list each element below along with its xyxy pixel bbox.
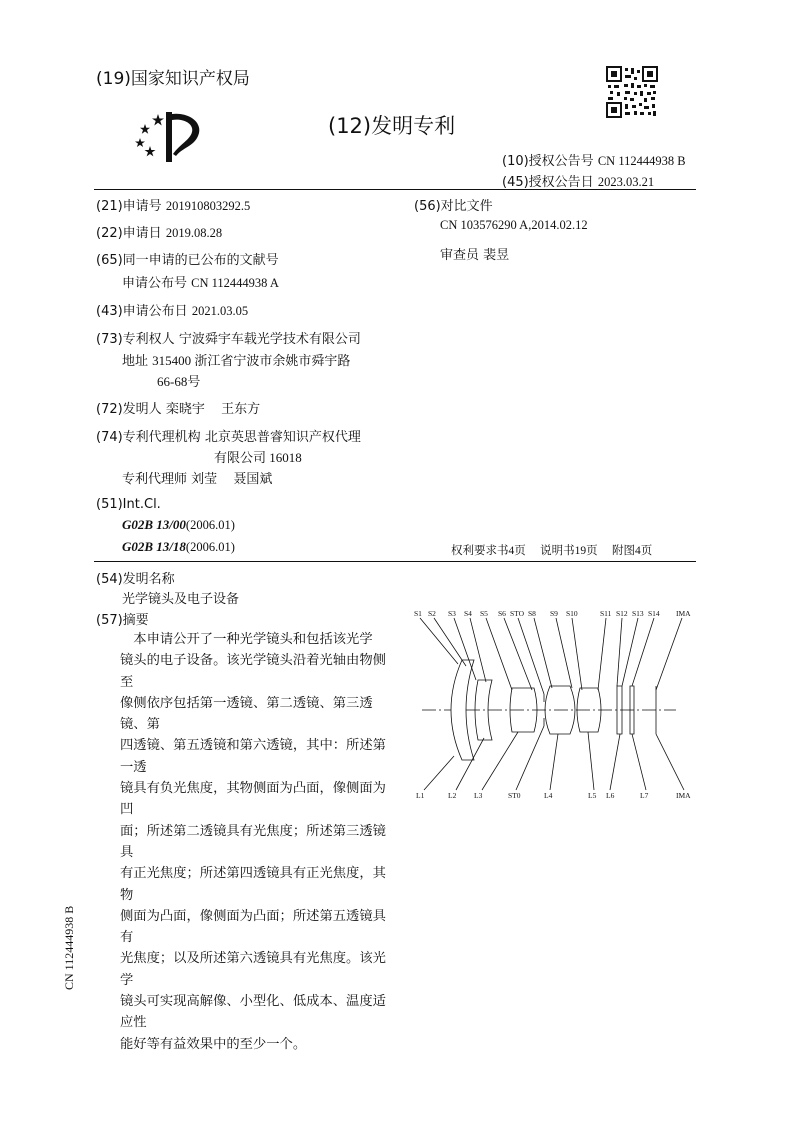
address-label: 地址 — [122, 354, 149, 369]
address-line-1: 315400 浙江省宁波市余姚市舜宇路 — [152, 353, 351, 368]
agency — [96, 426, 361, 445]
abstract-line: 镜头的电子设备。该光学镜头沿着光轴由物侧至 — [120, 652, 386, 689]
figure-label-s8: S8 — [528, 609, 536, 618]
int-cl-2-code: G02B 13/18 — [122, 539, 186, 554]
publication-date-value: 2021.03.05 — [191, 304, 249, 318]
int-cl-2-version: (2006.01) — [185, 540, 235, 554]
patentee — [96, 328, 361, 347]
examiner-label: 审查员 — [440, 248, 480, 263]
grant-date-value: 2023.03.21 — [597, 175, 655, 189]
biblio-bottom-rule — [94, 561, 696, 562]
agents-value: 刘莹 聂国斌 — [191, 471, 273, 486]
references-label: (56)对比文件 — [414, 199, 493, 214]
abstract-line: 像侧依序包括第一透镜、第二透镜、第三透镜、第 — [120, 694, 373, 732]
agents — [122, 468, 272, 487]
address — [122, 350, 350, 369]
title-label: (54)发明名称 — [96, 572, 175, 587]
int-cl-1-code: G02B 13/00 — [122, 517, 186, 532]
invention-title: 光学镜头及电子设备 — [122, 591, 240, 606]
publication-date — [96, 300, 248, 319]
patentee-label: (73)专利权人 — [96, 332, 175, 347]
abstract-line: 光焦度；以及所述第六透镜具有光焦度。该光学 — [120, 950, 386, 987]
figure-label-ima: IMA — [676, 609, 691, 618]
figure-label-s5: S5 — [480, 609, 488, 618]
abstract-line: 能好等有益效果中的至少一个。 — [120, 1035, 307, 1051]
agency-label: (74)专利代理机构 — [96, 430, 201, 445]
grant-date — [502, 171, 654, 190]
application-date-value: 2019.08.28 — [165, 226, 223, 240]
figure-label-l7: L7 — [640, 791, 649, 800]
figure-label-s6: S6 — [498, 609, 506, 618]
publication-date-label: (43)申请公布日 — [96, 304, 188, 319]
figure-label-s10: S10 — [566, 609, 578, 618]
application-date-label: (22)申请日 — [96, 226, 162, 241]
figure-label-s4: S4 — [464, 609, 472, 618]
figure-label-l6: L6 — [606, 791, 615, 800]
abstract-label: (57)摘要 — [96, 613, 149, 628]
abstract-line: 四透镜、第五透镜和第六透镜，其中：所述第一透 — [120, 737, 386, 774]
figure-label-s1: S1 — [414, 609, 422, 618]
patent-office-logo — [132, 110, 206, 164]
figure-label-s12: S12 — [616, 609, 628, 618]
qr-code — [606, 66, 658, 118]
lens-diagram — [410, 606, 702, 802]
abstract-line: 本申请公开了一种光学镜头和包括该光学 — [133, 631, 373, 646]
inventors-value: 栾晓宇 王东方 — [165, 401, 261, 416]
figure-label-sto: STO — [510, 609, 525, 618]
reference-item: CN 103576290 A,2014.02.12 — [440, 218, 588, 232]
abstract-line: 镜头可实现高解像、小型化、低成本、温度适应性 — [120, 993, 386, 1030]
figure-label-l4: L4 — [544, 791, 553, 800]
grant-date-label: (45)授权公告日 — [502, 175, 594, 190]
figure-label-s2: S2 — [428, 609, 436, 618]
figure-label-l5: L5 — [588, 791, 597, 800]
inventors-label: (72)发明人 — [96, 402, 162, 417]
publication-number-label: 申请公布号 — [122, 276, 188, 291]
grant-pub-number-label: (10)授权公告号 — [502, 154, 594, 169]
figure-label-s11: S11 — [600, 609, 612, 618]
publication-number — [122, 272, 279, 291]
application-number — [96, 195, 250, 214]
int-cl-1 — [122, 517, 235, 533]
abstract-line: 镜具有负光焦度，其物侧面为凸面，像侧面为凹 — [120, 780, 386, 817]
int-cl-label: (51)Int.Cl. — [96, 497, 161, 512]
inventors — [96, 398, 260, 417]
address-line-2: 66-68号 — [157, 374, 201, 389]
figure-label-st0: ST0 — [508, 791, 521, 800]
figure-label-s14: S14 — [648, 609, 660, 618]
grant-pub-number — [502, 150, 686, 169]
figure-label-s9: S9 — [550, 609, 558, 618]
int-cl-2 — [122, 539, 235, 555]
document-type: (12)发明专利 — [328, 114, 456, 138]
figure-label-s3: S3 — [448, 609, 456, 618]
abstract-line: 面；所述第二透镜具有光焦度；所述第三透镜具 — [120, 822, 386, 859]
application-number-label: (21)申请号 — [96, 199, 162, 214]
abstract-text — [120, 628, 390, 1054]
agency-line-2: 有限公司 16018 — [214, 450, 302, 465]
figure-label-l2: L2 — [448, 791, 457, 800]
figure-label-l3: L3 — [474, 791, 483, 800]
header-rule — [94, 189, 696, 190]
office-name: (19)国家知识产权局 — [96, 69, 250, 89]
abstract-line: 有正光焦度；所述第四透镜具有正光焦度，其物 — [120, 865, 386, 902]
agents-label: 专利代理师 — [122, 472, 188, 487]
int-cl-1-version: (2006.01) — [185, 518, 235, 532]
patentee-value: 宁波舜宇车载光学技术有限公司 — [178, 331, 361, 346]
figure-label-ima: IMA — [676, 791, 691, 800]
application-number-value: 201910803292.5 — [165, 199, 251, 213]
examiner — [440, 244, 509, 263]
figure-label-l1: L1 — [416, 791, 425, 800]
grant-pub-number-value: CN 112444938 B — [597, 154, 686, 168]
figure-label-s13: S13 — [632, 609, 644, 618]
agency-line-1: 北京英思普睿知识产权代理 — [204, 429, 361, 444]
application-date — [96, 222, 222, 241]
examiner-value: 裴昱 — [483, 247, 510, 262]
page-counts: 权利要求书4页 说明书19页 附图4页 — [451, 545, 653, 557]
side-document-number: CN 112444938 B — [62, 905, 76, 990]
publication-number-value: CN 112444938 A — [191, 276, 279, 290]
abstract-line: 侧面为凸面，像侧面为凸面；所述第五透镜具有 — [120, 907, 386, 945]
same-application-label: (65)同一申请的已公布的文献号 — [96, 253, 279, 268]
